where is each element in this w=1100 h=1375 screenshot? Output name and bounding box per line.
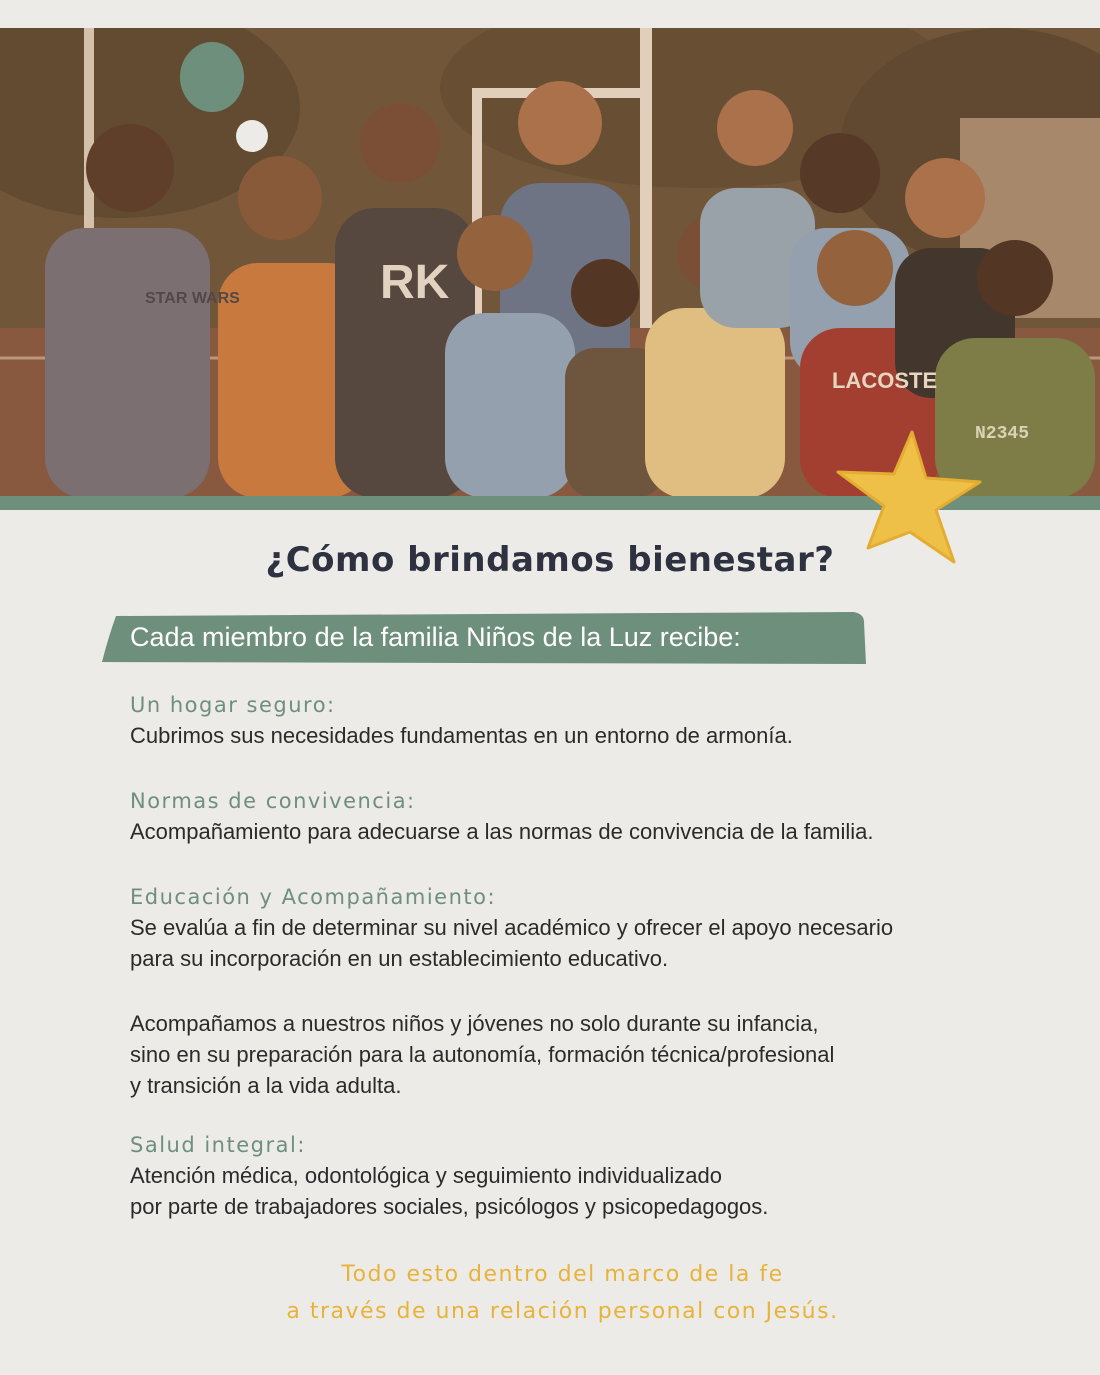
section-heading: Un hogar seguro:	[130, 693, 336, 717]
section-normas-convivencia	[130, 786, 1030, 882]
section-text	[130, 816, 1030, 847]
section-text	[130, 912, 1030, 974]
hero-photo	[0, 28, 1100, 498]
section-line: y transición a la vida adulta.	[130, 1073, 402, 1098]
services-list	[130, 690, 1030, 1256]
section-hogar-seguro	[130, 690, 1030, 786]
section-line: sino en su preparación para la autonomía, formación técnica/profesional	[130, 1042, 835, 1067]
section-line: para su incorporación en un establecimiento educativo.	[130, 946, 669, 971]
section-heading: Salud integral:	[130, 1133, 306, 1157]
shirt-text-number: N2345	[975, 424, 1030, 444]
section-heading: Educación y Acompañamiento:	[130, 885, 497, 909]
shirt-text-lacoste: LACOSTE	[832, 368, 938, 393]
section-line: Atención médica, odontológica y seguimiento individualizado	[130, 1163, 722, 1188]
section-acompanamiento	[130, 1008, 1030, 1130]
shirt-text-rk: RK	[380, 256, 450, 309]
page-title: ¿Cómo brindamos bienestar?	[265, 540, 835, 580]
decorative-circle-large	[180, 42, 244, 112]
group-of-boys-illustration	[0, 28, 1100, 498]
section-heading: Normas de convivencia:	[130, 789, 416, 813]
decorative-circle-small	[236, 120, 268, 152]
section-line: Cubrimos sus necesidades fundamentas en un entorno de armonía.	[130, 723, 793, 748]
section-line: por parte de trabajadores sociales, psicólogos y psicopedagogos.	[130, 1194, 769, 1219]
section-text	[130, 1008, 1030, 1101]
intro-banner	[102, 612, 866, 666]
section-salud-integral	[130, 1130, 1030, 1256]
section-line: Acompañamos a nuestros niños y jóvenes no solo durante su infancia,	[130, 1011, 819, 1036]
shirt-text-starwars: STAR WARS	[145, 290, 240, 307]
section-educacion	[130, 882, 1030, 1008]
banner-text: Cada miembro de la familia Niños de la Luz recibe:	[130, 622, 741, 652]
closing-line-1: Todo esto dentro del marco de la fe	[341, 1262, 784, 1287]
closing-statement	[0, 1256, 1100, 1330]
section-text	[130, 720, 1030, 751]
section-line: Se evalúa a fin de determinar su nivel académico y ofrecer el apoyo necesario	[130, 915, 894, 940]
closing-line-2: a través de una relación personal con Jesús.	[286, 1299, 839, 1324]
section-text	[130, 1160, 1030, 1222]
section-line: Acompañamiento para adecuarse a las normas de convivencia de la familia.	[130, 819, 874, 844]
